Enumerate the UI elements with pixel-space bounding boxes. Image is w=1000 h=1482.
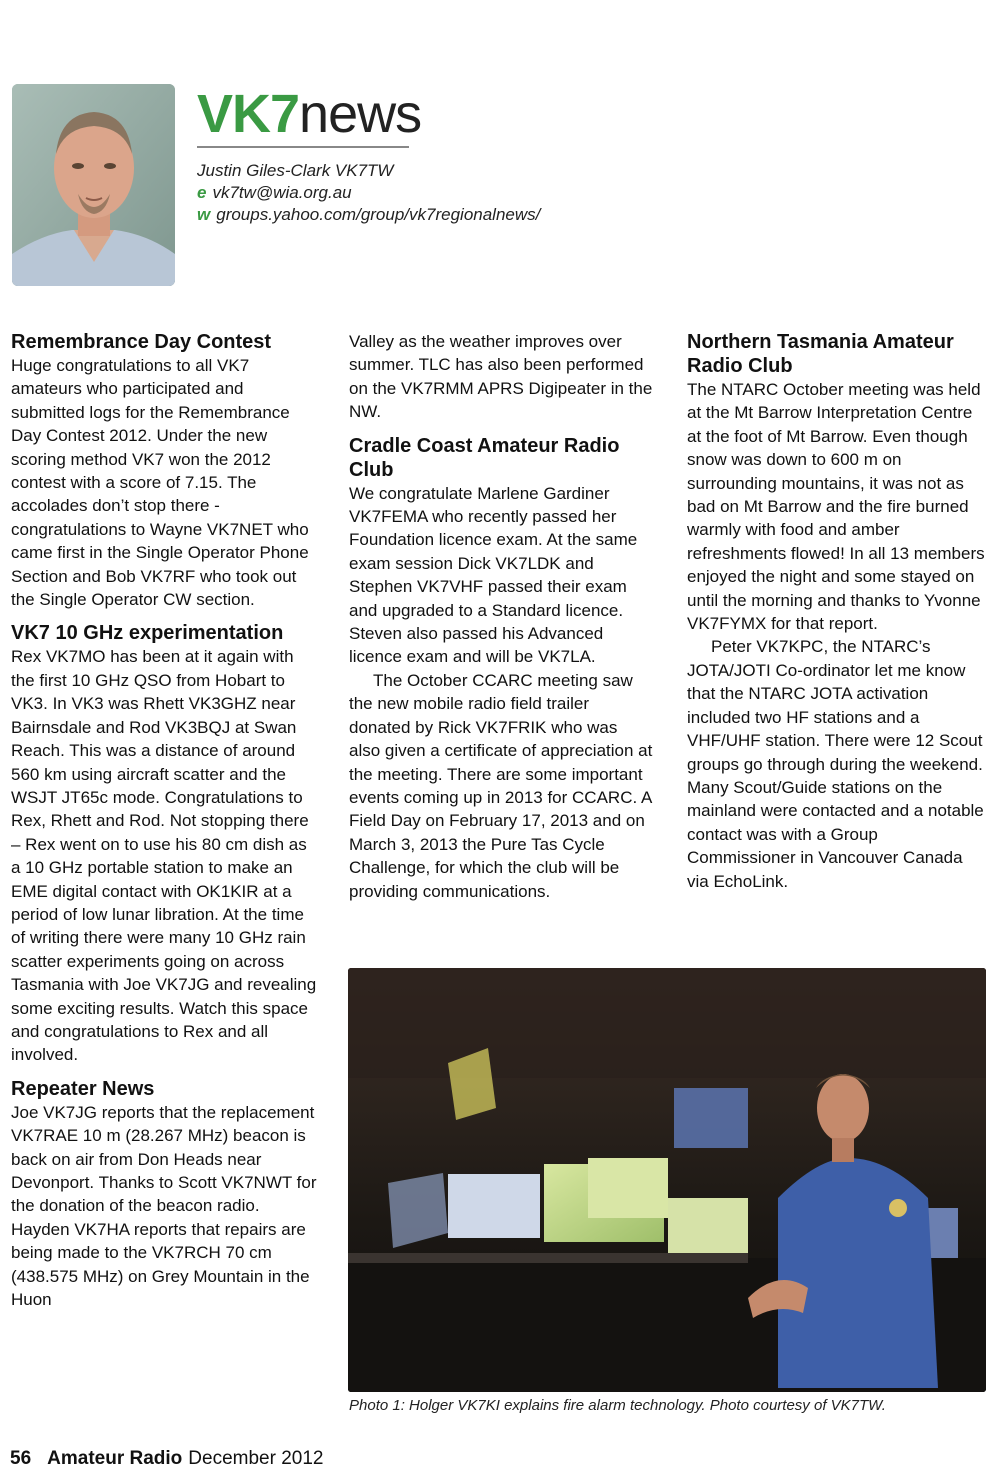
column-1 bbox=[11, 330, 319, 1311]
heading-remembrance-day: Remembrance Day Contest bbox=[11, 331, 272, 353]
issue-date: December 2012 bbox=[188, 1448, 324, 1469]
publication-name: Amateur Radio bbox=[47, 1448, 183, 1469]
web-tag: w bbox=[197, 205, 211, 224]
paragraph-cradle-coast-2: The October CCARC meeting saw the new mobile radio field trailer donated by Rick VK7FRIK who was also given a certificate of appreciation at the meeting. There are some important events coming up in 2013 for CCARC. A Field Day on February 17, 2013 and on March 3, 2013 the Pure Tas Cycle Challenge, for which the club will be providing communications. bbox=[349, 670, 653, 901]
author-web[interactable]: groups.yahoo.com/group/vk7regionalnews/ bbox=[216, 205, 541, 224]
paragraph-repeater-continued: Valley as the weather improves over summer. TLC has also been performed on the VK7RMM APRS Digipeater in the NW. bbox=[349, 332, 653, 422]
heading-cradle-coast: Cradle Coast Amateur Radio Club bbox=[349, 434, 620, 481]
author-email[interactable]: vk7tw@wia.org.au bbox=[212, 183, 352, 202]
paragraph-ntarc-1: The NTARC October meeting was held at the Mt Barrow Interpretation Centre at the foot of Mt Barrow. Even though snow was down to 600 m on surrounding mountains, it was not as bad on Mt Barrow and the fire burned warmly with food and amber refreshments flowed! In all 13 members enjoyed the night and some stayed on until the morning and thanks to Yvonne VK7FYMX for that report. bbox=[687, 380, 985, 634]
heading-10ghz: VK7 10 GHz experimentation bbox=[11, 622, 284, 645]
paragraph-cradle-coast-1: We congratulate Marlene Gardiner VK7FEMA who recently passed her Foundation licence exam. At the same exam session Dick VK7LDK and Stephen VK7VHF passed their exam and upgraded to a Standard licence. Steven also passed his Advanced licence exam and will be VK7LA. bbox=[349, 483, 638, 667]
column-2 bbox=[349, 330, 653, 903]
paragraph-remembrance-day: Huge congratulations to all VK7 amateurs who participated and submitted logs for the Remembrance Day Contest 2012. Under the new scoring method VK7 won the 2012 contest with a score of 7.15. The accolades don’t stop there - congratulations to Wayne VK7NET who came first in the Single Operator Phone Section and Bob VK7RF who took out the Single Operator CW section. bbox=[11, 356, 309, 610]
page-number: 56 bbox=[10, 1448, 32, 1469]
author-email-line bbox=[197, 182, 540, 204]
paragraph-ntarc-2: Peter VK7KPC, the NTARC’s JOTA/JOTI Co-ordinator let me know that the NTARC JOTA activation included two HF stations and a VHF/UHF station. There were 12 Scout groups go through during the weekend. Many Scout/Guide stations on the mainland were contacted and a notable contact was with a Group Commissioner in Vancouver Canada via EchoLink. bbox=[687, 637, 984, 891]
masthead bbox=[197, 84, 421, 148]
column-3 bbox=[687, 330, 987, 893]
author-web-line bbox=[197, 204, 540, 226]
paragraph-10ghz: Rex VK7MO has been at it again with the first 10 GHz QSO from Hobart to VK3. In VK3 was Rhett VK3GHZ near Bairnsdale and Rod VK3BQJ at Swan Reach. This was a distance of around 560 km using aircraft scatter and the WSJT JT65c mode. Congratulations to Rex, Rhett and Rod. Not stopping there – Rex went on to use his 80 cm dish as a 10 GHz portable station to make an EME digital contact with OK1KIR at a period of low lunar libration. At the time of writing there were many 10 GHz rain scatter experiments going on across Tasmania with Joe VK7JG and revealing some exciting results. Watch this space and congratulations to Rex and all involved. bbox=[11, 647, 317, 1065]
page-footer bbox=[10, 1448, 323, 1470]
byline bbox=[197, 160, 540, 226]
heading-repeater-news: Repeater News bbox=[11, 1077, 155, 1100]
heading-ntarc: Northern Tasmania Amateur Radio Club bbox=[687, 331, 954, 377]
control-room-photo bbox=[348, 968, 986, 1392]
title-rule bbox=[197, 146, 409, 148]
column-title: VK7news bbox=[197, 84, 422, 144]
photo-caption: Photo 1: Holger VK7KI explains fire alarm technology. Photo courtesy of VK7TW. bbox=[349, 1397, 886, 1414]
author-name: Justin Giles-Clark VK7TW bbox=[197, 161, 394, 180]
email-tag: e bbox=[197, 183, 207, 202]
author-portrait bbox=[12, 84, 175, 286]
paragraph-repeater-news: Joe VK7JG reports that the replacement VK7RAE 10 m (28.267 MHz) beacon is back on air from Don Heads near Devonport. Thanks to Scott VK7NWT for the donation of the beacon radio. Hayden VK7HA reports that repairs are being made to the VK7RCH 70 cm (438.575 MHz) on Grey Mountain in the Huon bbox=[11, 1102, 317, 1310]
